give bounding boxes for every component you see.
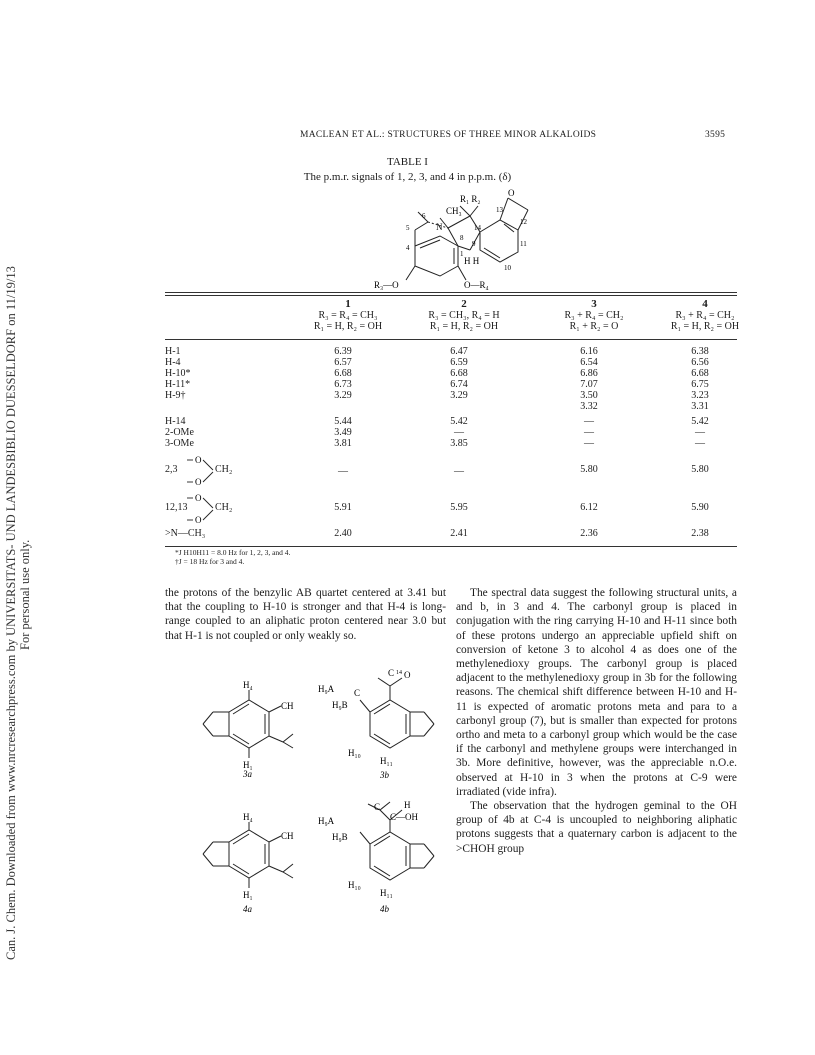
row-label: H-11*: [165, 379, 191, 390]
table-subtitle: The p.m.r. signals of 1, 2, 3, and 4 in p.p.m. (δ): [303, 171, 512, 183]
cell: 5.80: [580, 464, 598, 475]
h11-label: H₁₁: [380, 888, 393, 898]
cell: 3.50: [580, 390, 598, 401]
label-13: 13: [496, 206, 503, 214]
label-r3o: R₃—O: [374, 280, 399, 290]
label-4: 4: [406, 244, 410, 252]
label-6: 6: [422, 212, 426, 220]
structure-3a: [195, 676, 315, 778]
label-4b: 4b: [380, 904, 389, 914]
cell: 6.39: [334, 346, 352, 357]
ch2-label: CH₂: [215, 502, 233, 513]
col-2-line2: R₁ = H, R₂ = OH: [429, 321, 499, 332]
download-notice-line1: Can. J. Chem. Downloaded from www.nrcresearchpress.com by UNIVERSITATS- UND LANDESBIBLIO DUESSELDORF on 11/19/13: [4, 266, 18, 960]
cell: 5.80: [691, 464, 709, 475]
cell: 6.47: [450, 346, 468, 357]
table-caption: TABLE I: [387, 156, 428, 168]
c14-label: C: [388, 668, 395, 678]
col-head-2: [399, 299, 529, 332]
cell: 6.68: [450, 368, 468, 379]
o-label: O: [195, 493, 202, 503]
h9b-label: H₉B: [332, 700, 348, 710]
row-label: H-1: [165, 346, 181, 357]
cell: —: [695, 438, 705, 449]
h4-label: H₄: [243, 812, 253, 822]
footnote-1: *J H10H11 = 8.0 Hz for 1, 2, 3, and 4.: [175, 548, 291, 557]
label-11: 11: [520, 240, 527, 248]
cell: 2.40: [334, 528, 352, 539]
cell: 6.54: [580, 357, 598, 368]
cell: 6.68: [334, 368, 352, 379]
cell: —: [584, 416, 594, 427]
col-1-number: 1: [345, 298, 351, 310]
cell: —: [338, 466, 348, 477]
row-label: 2,3: [165, 464, 178, 475]
cell: 2.36: [580, 528, 598, 539]
col-head-1: [283, 299, 413, 332]
col-1-line2: R₁ = H, R₂ = OH: [313, 321, 383, 332]
ch-label: CH: [281, 701, 294, 711]
page-number: 3595: [705, 130, 726, 140]
label-o: O: [508, 188, 515, 198]
col-4-number: 4: [702, 298, 708, 310]
table-top-rule-2: [165, 295, 737, 296]
cell: 5.42: [691, 416, 709, 427]
cell: 5.91: [334, 502, 352, 513]
col-head-4: [640, 299, 770, 332]
row-label: H-4: [165, 357, 181, 368]
col-2-line1: R₃ = CH₃, R₄ = H: [428, 310, 500, 321]
h9b-label: H₉B: [332, 832, 348, 842]
label-3b: 3b: [380, 770, 389, 780]
col-4-line1: R₃ + R₄ = CH₂: [675, 310, 735, 321]
label-8: 8: [460, 234, 464, 242]
col-3-line2: R₁ + R₂ = O: [569, 321, 619, 332]
cell: 2.41: [450, 528, 468, 539]
cell: 3.32: [580, 401, 598, 412]
cell: 6.75: [691, 379, 709, 390]
cell: 6.59: [450, 357, 468, 368]
cell: 6.73: [334, 379, 352, 390]
h9a-label: H₉A: [318, 816, 335, 826]
table-top-rule: [165, 292, 737, 293]
table-structure-drawing: [360, 184, 560, 290]
label-9: 9: [472, 240, 476, 248]
cell: —: [695, 427, 705, 438]
c-label: C: [354, 688, 361, 698]
structure-4a: [195, 812, 315, 914]
left-paragraph: [165, 586, 446, 643]
row-label: 12,13: [165, 502, 188, 513]
row-label: 3-OMe: [165, 438, 194, 449]
table-row: [165, 416, 737, 427]
cell: 3.29: [334, 390, 352, 401]
left-text: the protons of the benzylic AB quartet centered at 3.41 but that the coupling to H-10 is stronger and that H-4 is long-range coupled to an aliphatic proton centered near 3.0 but that H-1 is not coupled or only weakly so.: [165, 587, 446, 642]
table-row: [165, 379, 737, 390]
label-or4: O—R₄: [464, 280, 489, 290]
h4-label: H₄: [243, 680, 253, 690]
table-row-nme: [165, 528, 737, 539]
row-label: H-14: [165, 416, 186, 427]
col-1-line1: R₃ = R₄ = CH₃: [318, 310, 378, 321]
col-2-number: 2: [461, 298, 467, 310]
label-3a: 3a: [243, 769, 252, 778]
c-label: C: [374, 802, 381, 812]
table-footnotes: [175, 548, 290, 566]
label-ch3: CH₃: [446, 206, 462, 216]
cell: —: [454, 466, 464, 477]
h-label: H: [404, 800, 411, 810]
cell: —: [584, 427, 594, 438]
cell: 6.12: [580, 502, 598, 513]
row-label: 2-OMe: [165, 427, 194, 438]
table-row: [165, 346, 737, 357]
cell: 6.68: [691, 368, 709, 379]
download-notice: [4, 266, 32, 960]
table-row: [165, 368, 737, 379]
table-row: [165, 390, 737, 401]
label-1: 1: [460, 250, 464, 258]
row-label: H-10*: [165, 368, 191, 379]
o-label: O: [195, 515, 202, 524]
table-row: [165, 401, 737, 412]
n14-label: 14: [396, 670, 402, 676]
cell: —: [584, 438, 594, 449]
col-3-line1: R₃ + R₄ = CH₂: [564, 310, 624, 321]
table-row-methylenedioxy-1213: [165, 492, 737, 524]
o-label: O: [404, 670, 411, 680]
col-3-number: 3: [591, 298, 597, 310]
h10-label: H₁₀: [348, 748, 361, 758]
ch2-label: CH₂: [215, 464, 233, 475]
label-10: 10: [504, 264, 511, 272]
label-r1r2: R₁ R₂: [460, 194, 481, 204]
cell: 3.49: [334, 427, 352, 438]
right-paragraph-1: The spectral data suggest the following structural units, a and b, in 3 and 4. The carbonyl group is placed in conjugation with the ring carrying H-10 and H-11 since both of these protons undergo an appreciable upfield shift on conversion of ketone 3 to alcohol 4 as does one of the methylenedioxy groups. The carbonyl group is placed adjacent to the methylenedioxy group in 3b for the following reasons. The chemical shift difference between H-10 and H-11 is expected of aromatic protons meta and para to a carbonyl group (7), but is smaller than expected for protons ortho and meta to a carbonyl group which would be the case if the carbonyl and methylene groups were interchanged in 3b. More definitive, however, was the appreciable n.O.e. observed at H-10 in 3 when the protons at C-9 were irradiated (vide infra).: [456, 587, 737, 798]
cell: 6.38: [691, 346, 709, 357]
table-row: [165, 427, 737, 438]
cell: 6.16: [580, 346, 598, 357]
o-label: O: [195, 455, 202, 465]
ch-label: CH: [281, 831, 294, 841]
download-notice-line2: For personal use only.: [18, 539, 32, 650]
label-5: 5: [406, 224, 410, 232]
oh-label: C—OH: [390, 812, 419, 822]
cell: 6.57: [334, 357, 352, 368]
cell: 5.95: [450, 502, 468, 513]
cell: 6.74: [450, 379, 468, 390]
cell: 5.44: [334, 416, 352, 427]
cell: 3.81: [334, 438, 352, 449]
h1-label: H₁: [243, 760, 253, 770]
col-4-line2: R₁ = H, R₂ = OH: [670, 321, 740, 332]
cell: 3.31: [691, 401, 709, 412]
table-bottom-rule: [165, 546, 737, 547]
table-row-methylenedioxy-23: [165, 454, 737, 486]
label-12: 12: [520, 218, 527, 226]
label-hh: H H: [464, 256, 480, 266]
table-head-rule: [165, 339, 737, 340]
structure-4b: [318, 788, 448, 914]
cell: 6.56: [691, 357, 709, 368]
label-n: N: [436, 222, 443, 232]
cell: 2.38: [691, 528, 709, 539]
h10-label: H₁₀: [348, 880, 361, 890]
table-row: [165, 438, 737, 449]
right-column: [456, 586, 737, 856]
cell: 6.86: [580, 368, 598, 379]
h9a-label: H₉A: [318, 684, 335, 694]
h1-label: H₁: [243, 890, 253, 900]
label-14: 14: [474, 224, 481, 232]
footnote-2: †J = 18 Hz for 3 and 4.: [175, 557, 245, 566]
cell: 3.85: [450, 438, 468, 449]
running-head: MACLEAN ET AL.: STRUCTURES OF THREE MINOR ALKALOIDS: [300, 130, 597, 140]
cell: 3.23: [691, 390, 709, 401]
cell: 7.07: [580, 379, 598, 390]
cell: 5.42: [450, 416, 468, 427]
cell: 5.90: [691, 502, 709, 513]
row-label: >N—CH₃: [165, 528, 206, 539]
ring-a: [415, 236, 458, 276]
h11-label: H₁₁: [380, 756, 393, 766]
o-label: O: [195, 477, 202, 486]
cell: 3.29: [450, 390, 468, 401]
label-4a: 4a: [243, 904, 252, 914]
table-row: [165, 357, 737, 368]
cell: —: [454, 427, 464, 438]
structure-3b: [318, 664, 448, 780]
row-label: H-9†: [165, 390, 186, 401]
right-paragraph-2: The observation that the hydrogen geminal to the OH group of 4b at C-4 is uncoupled to neighboring aliphatic protons suggests that a quaternary carbon is adjacent to the >CHOH group: [456, 800, 737, 855]
